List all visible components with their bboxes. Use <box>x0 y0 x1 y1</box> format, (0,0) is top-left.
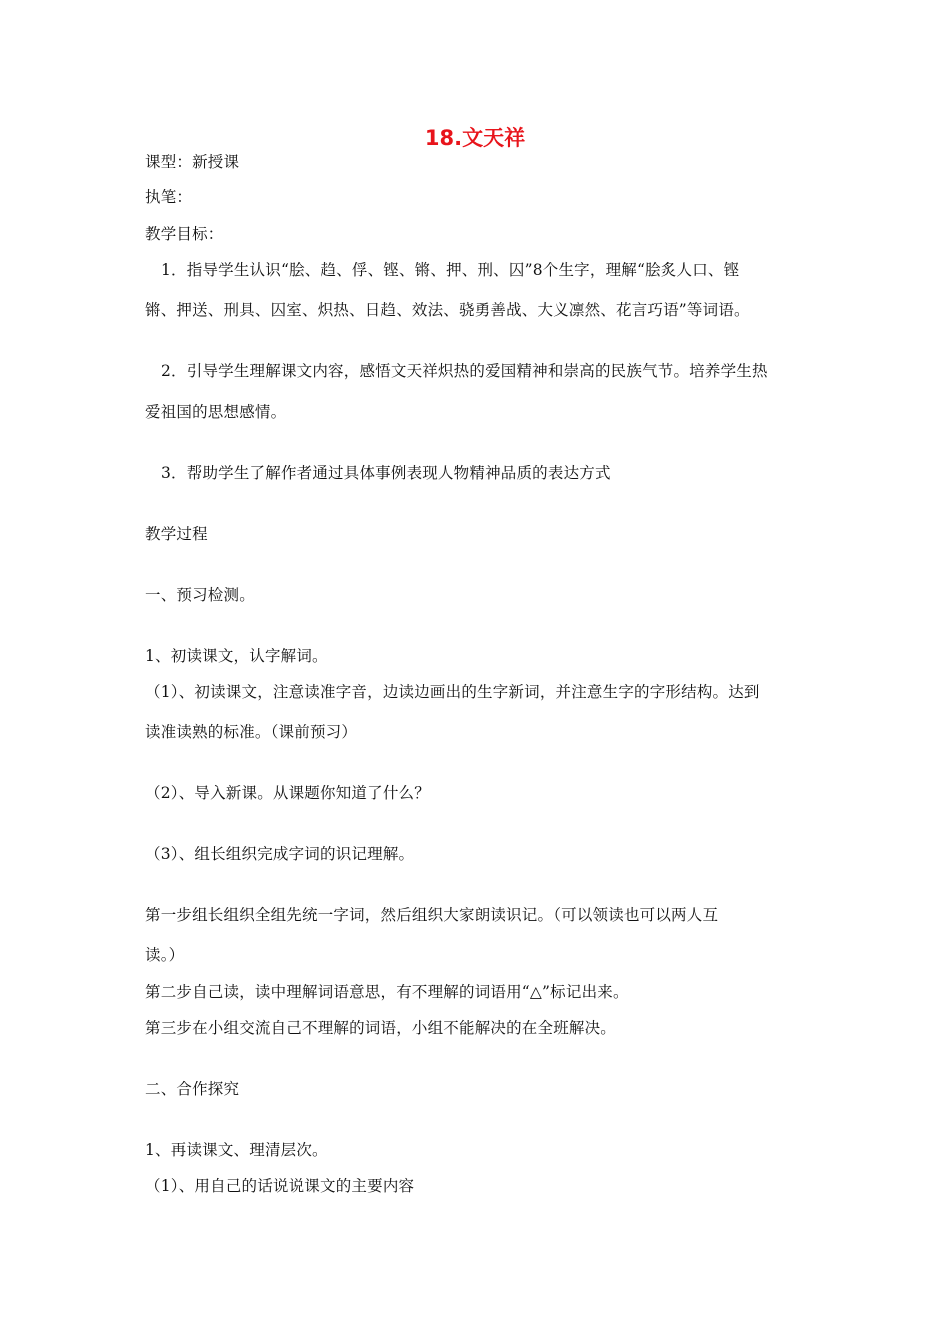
objectives-heading: 教学目标： <box>145 225 224 243</box>
objective-3: 3．帮助学生了解作者通过具体事例表现人物精神品质的表达方式 <box>161 464 611 482</box>
document-title: 18.文天祥 <box>424 126 526 150</box>
section-2-item-1: （1）、用自己的话说说课文的主要内容 <box>145 1177 415 1195</box>
step-two: 第二步自己读，读中理解词语意思，有不理解的词语用“△”标记出来。 <box>145 983 629 1001</box>
section-2-step-1: 1、再读课文、理清层次。 <box>145 1141 328 1159</box>
lesson-type-line: 课型：新授课 <box>145 153 240 171</box>
item-1-line-2: 读准读熟的标准。（课前预习） <box>145 723 358 741</box>
item-3: （3）、组长组织完成字词的识记理解。 <box>145 845 415 863</box>
item-2: （2）、导入新课。从课题你知道了什么？ <box>145 784 430 802</box>
objective-2-line-1: 2．引导学生理解课文内容，感悟文天祥炽热的爱国精神和崇高的民族气节。培养学生热 <box>161 362 768 380</box>
step-one-line-2: 读。） <box>145 946 185 964</box>
objective-1-line-2: 锵、押送、刑具、囚室、炽热、日趋、效法、骁勇善战、大义凛然、花言巧语”等词语。 <box>145 301 750 319</box>
item-1-line-1: （1）、初读课文，注意读准字音，边读边画出的生字新词，并注意生字的字形结构。达到 <box>145 683 760 701</box>
section-2-heading: 二、合作探究 <box>145 1080 240 1098</box>
objective-1-line-1: 1．指导学生认识“脍、趋、俘、铿、锵、押、刑、囚”8个生字，理解“脍炙人口、铿 <box>161 261 740 279</box>
step-1-heading: 1、初读课文，认字解词。 <box>145 647 328 665</box>
author-line: 执笔： <box>145 188 193 206</box>
process-heading: 教学过程 <box>145 525 208 543</box>
step-one-line-1: 第一步组长组织全组先统一字词，然后组织大家朗读识记。（可以领读也可以两人互 <box>145 906 719 924</box>
step-three: 第三步在小组交流自己不理解的词语，小组不能解决的在全班解决。 <box>145 1019 617 1037</box>
section-1-heading: 一、预习检测。 <box>145 586 255 604</box>
objective-2-line-2: 爱祖国的思想感情。 <box>145 403 287 421</box>
